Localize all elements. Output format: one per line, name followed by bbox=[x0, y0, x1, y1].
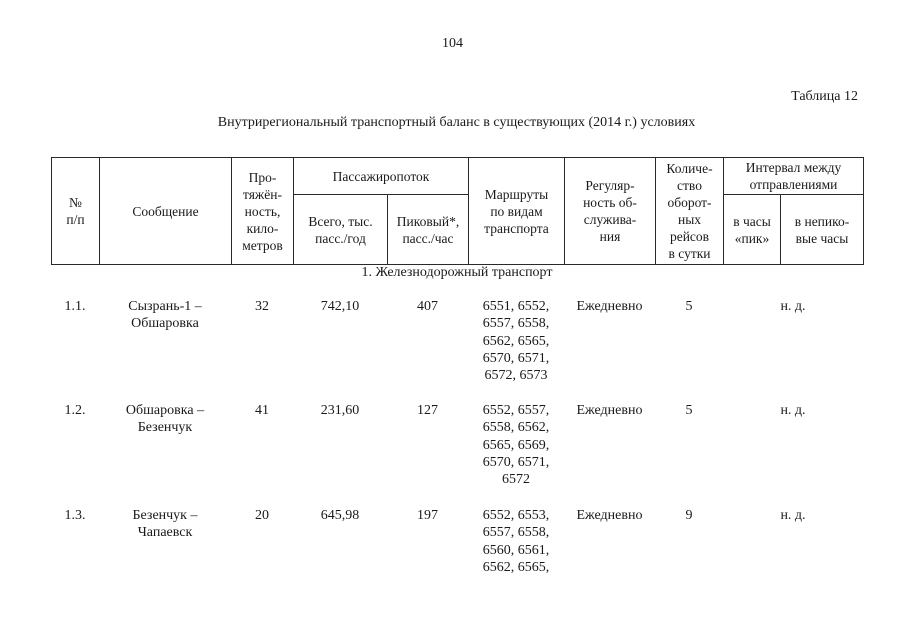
row-regularity: Ежедневно bbox=[576, 403, 643, 418]
row-length: 32 bbox=[255, 299, 269, 314]
row-interval: н. д. bbox=[780, 508, 806, 523]
row-regularity: Ежедневно bbox=[576, 299, 643, 314]
row-flow-total: 742,10 bbox=[320, 299, 360, 314]
row-trip-count: 5 bbox=[685, 299, 693, 314]
row-trip-count: 5 bbox=[685, 403, 693, 418]
header-flow-total: Всего, тыс. пасс./год bbox=[294, 195, 388, 265]
header-num: № п/п bbox=[52, 158, 100, 265]
table-title: Внутрирегиональный транспортный баланс в существующих (2014 г.) условиях bbox=[217, 115, 696, 130]
header-interval-peak: в часы «пик» bbox=[724, 195, 781, 265]
row-regularity: Ежедневно bbox=[576, 508, 643, 523]
header-trip-count: Количе- ство оборот- ных рейсов в сутки bbox=[656, 158, 724, 265]
row-flow-peak: 127 bbox=[417, 403, 438, 418]
row-routes: 6552, 6557, 6558, 6562, 6565, 6569, 6570, 6571, 6572 bbox=[482, 403, 550, 488]
header-passenger-flow: Пассажиропоток bbox=[294, 158, 469, 195]
section-title: 1. Железнодорожный транспорт bbox=[361, 265, 553, 280]
row-connection: Безенчук – Чапаевск bbox=[132, 508, 198, 541]
row-interval: н. д. bbox=[780, 403, 806, 418]
row-number: 1.2. bbox=[64, 403, 86, 418]
row-flow-total: 645,98 bbox=[320, 508, 360, 523]
row-interval: н. д. bbox=[780, 299, 806, 314]
header-routes: Маршруты по видам транспорта bbox=[469, 158, 565, 265]
row-number: 1.3. bbox=[64, 508, 86, 523]
row-trip-count: 9 bbox=[685, 508, 693, 523]
row-length: 20 bbox=[255, 508, 269, 523]
row-flow-peak: 197 bbox=[417, 508, 438, 523]
row-number: 1.1. bbox=[64, 299, 86, 314]
row-connection: Обшаровка – Безенчук bbox=[125, 403, 205, 436]
header-interval: Интервал между отправлениями bbox=[724, 158, 864, 195]
header-flow-peak: Пиковый*, пасс./час bbox=[388, 195, 469, 265]
row-routes: 6552, 6553, 6557, 6558, 6560, 6561, 6562, 6565, bbox=[482, 508, 550, 575]
header-length: Про- тяжён- ность, кило- метров bbox=[232, 158, 294, 265]
header-regularity: Регуляр- ность об- служива- ния bbox=[565, 158, 656, 265]
row-connection: Сызрань-1 – Обшаровка bbox=[128, 299, 202, 332]
row-flow-peak: 407 bbox=[417, 299, 438, 314]
row-length: 41 bbox=[255, 403, 269, 418]
header-interval-offpeak: в непико- вые часы bbox=[781, 195, 864, 265]
row-routes: 6551, 6552, 6557, 6558, 6562, 6565, 6570, 6571, 6572, 6573 bbox=[482, 299, 550, 384]
row-flow-total: 231,60 bbox=[320, 403, 360, 418]
table-header bbox=[51, 157, 864, 265]
page-number: 104 bbox=[442, 36, 463, 51]
table-number: Таблица 12 bbox=[791, 89, 858, 104]
header-connection: Сообщение bbox=[100, 158, 232, 265]
